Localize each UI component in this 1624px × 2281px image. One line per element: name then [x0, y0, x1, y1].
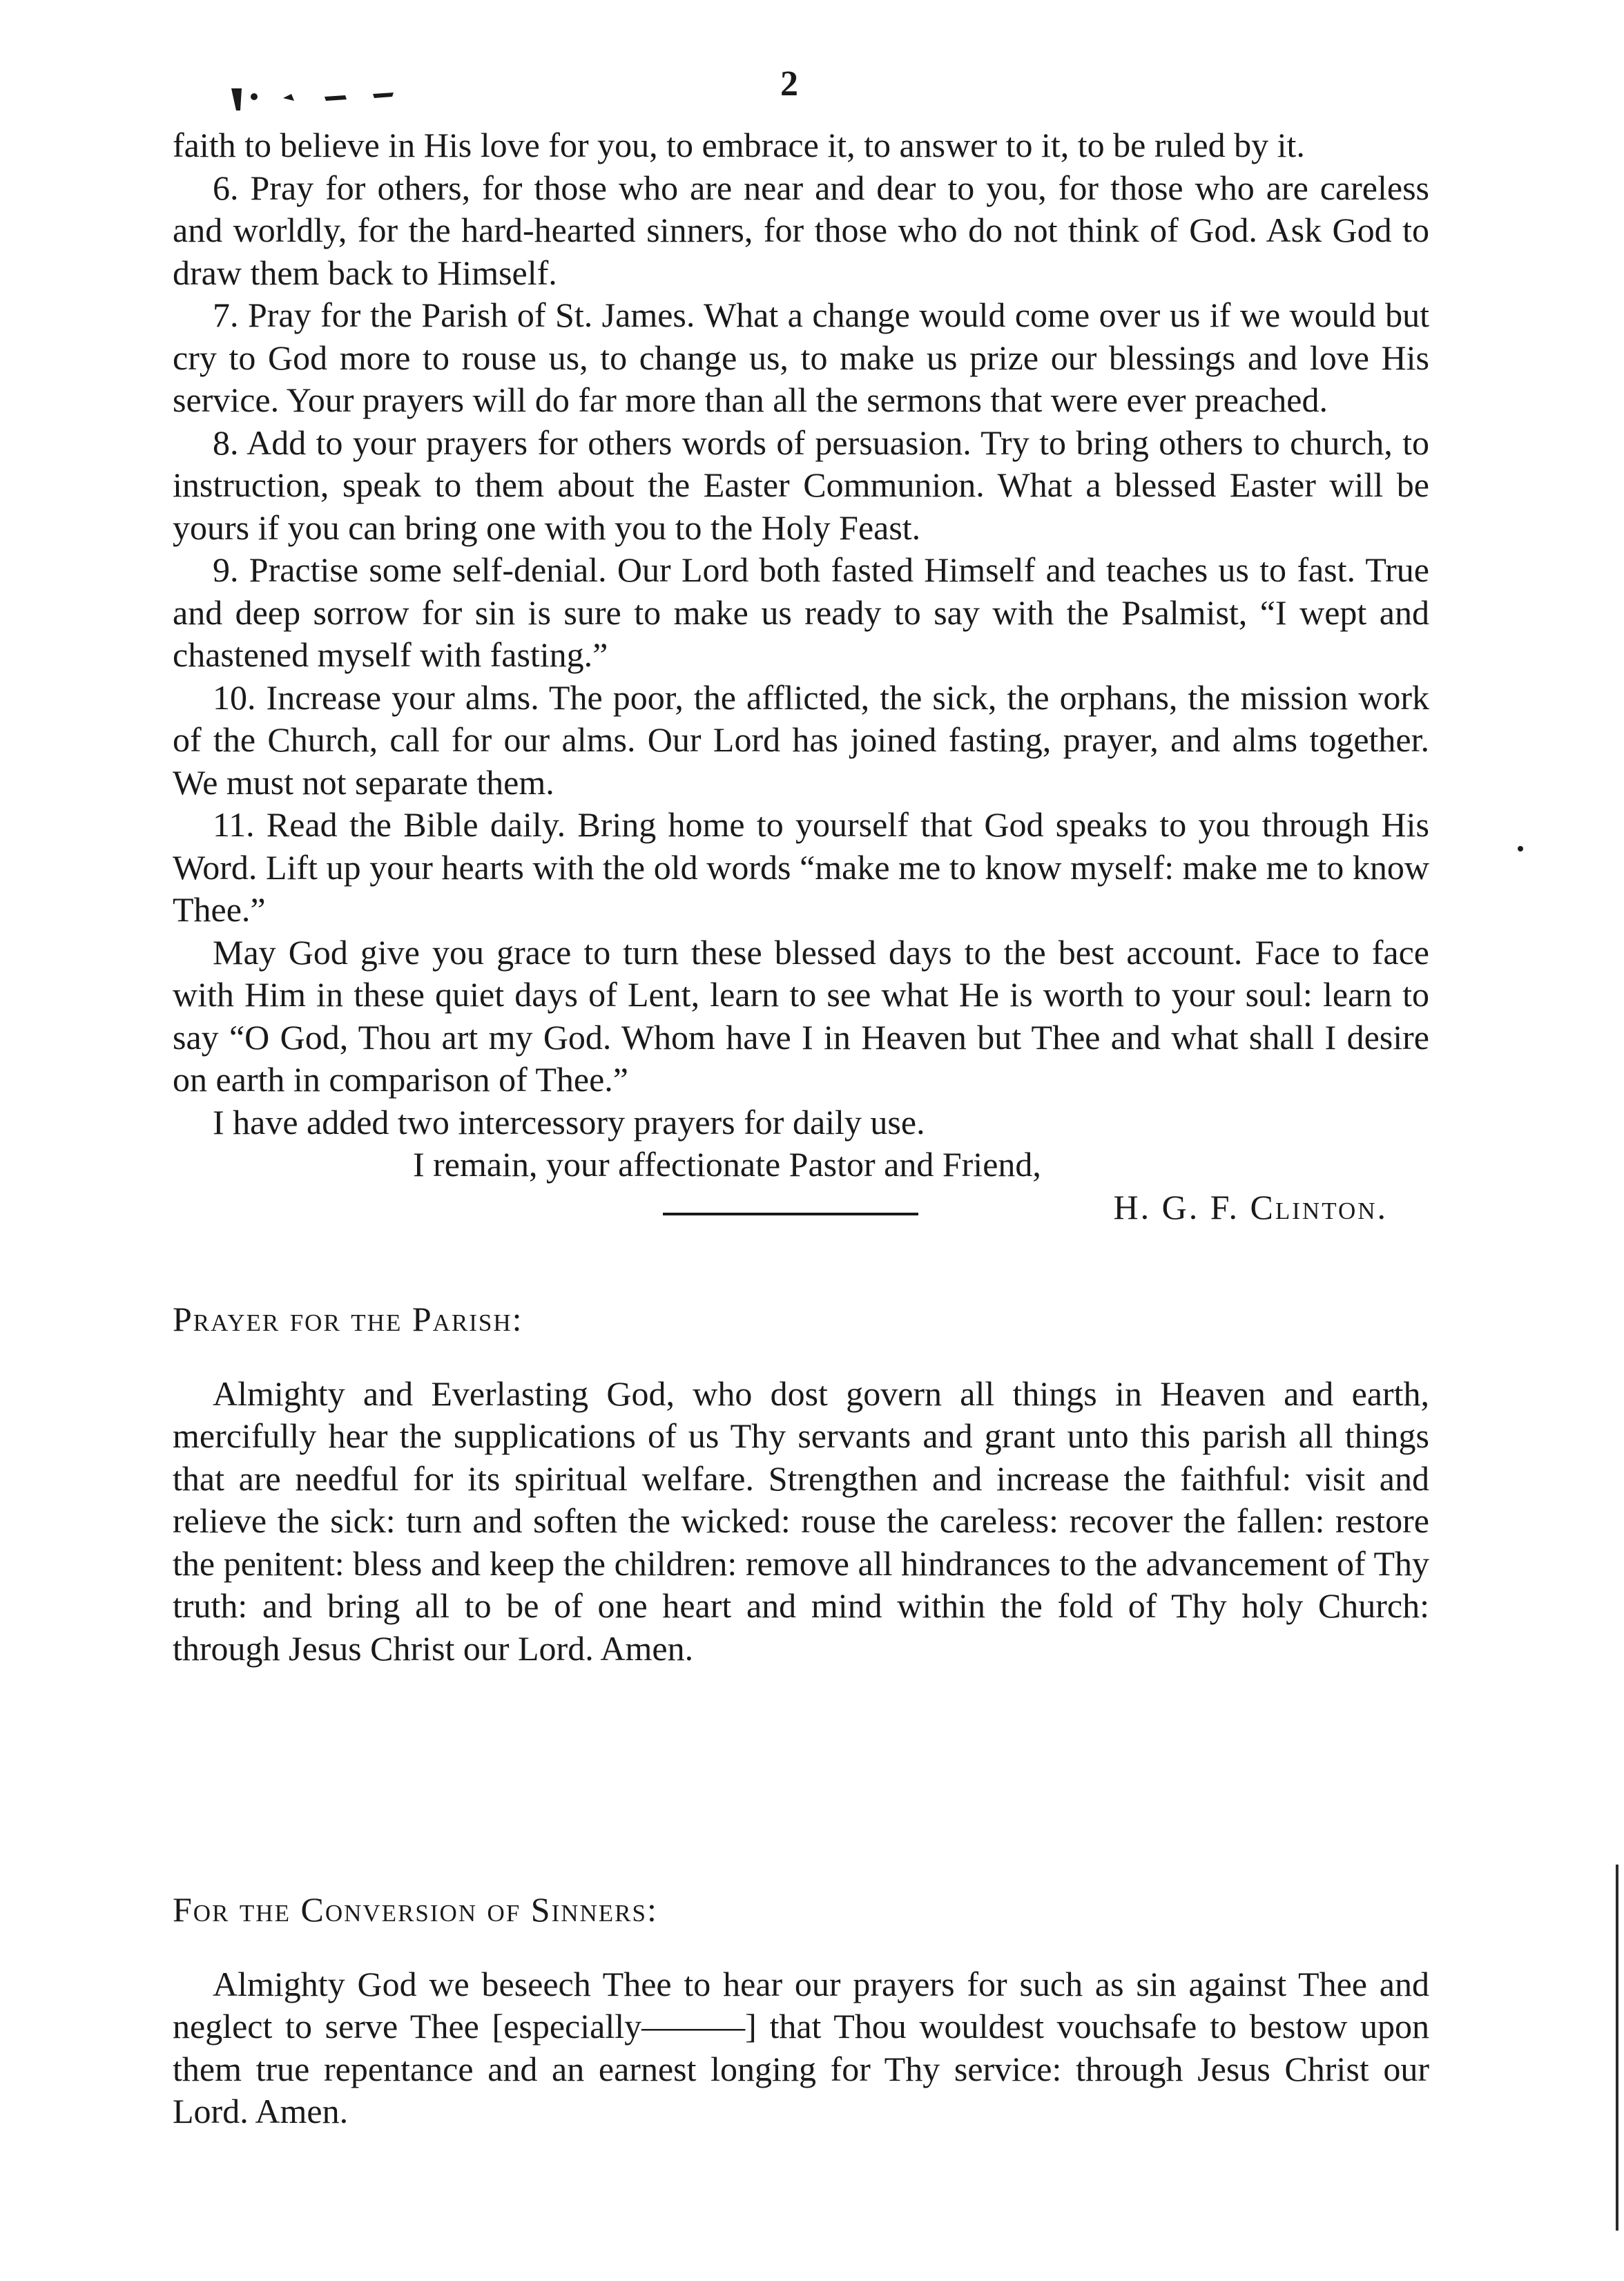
- letter-signature: H. G. F. Clinton.: [1113, 1187, 1388, 1226]
- prayer-for-parish-heading: Prayer for the Parish:: [173, 1300, 523, 1338]
- paragraph-item-9: 9. Practise some self-denial. Our Lord both fasted Himself and teaches us to fast. True and deep sorrow for sin is sure to make us ready to say with the Psalmist, “I wept and chastened myself with fasting.”: [173, 550, 1429, 674]
- prayer-for-parish-text: Almighty and Everlasting God, who dost govern all things in Heaven and earth, mercifully hear the supplications of us Thy servants and grant unto this parish all things that are needful for its spiritual welfare. Strengthen and increase the faithful: visit and relieve the sick: turn and soften the wicked: rouse the careless: recover the fallen: restore the penitent: bless and keep the children: remove all hindrances to the advancement of Thy truth: and bring all to be of one heart and mind within the fold of Thy holy Church: through Jesus Christ our Lord. Amen.: [173, 1374, 1429, 1668]
- prayer-for-parish: [173, 1298, 1429, 1670]
- prayer-for-sinners-text: Almighty God we beseech Thee to hear our prayers for such as sin against Thee and neglect to serve Thee [especially———] that Thou wouldest vouchsafe to bestow upon them true repentance and an earnest longing for Thy service: through Jesus Christ our Lord. Amen.: [173, 1964, 1429, 2130]
- paragraph-prayers-note: I have added two intercessory prayers for daily use.: [213, 1102, 925, 1142]
- page-number: 2: [780, 64, 798, 104]
- paragraph-item-6: 6. Pray for others, for those who are near and dear to you, for those who are careless and worldly, for the hard-hearted sinners, for those who do not think of God. Ask God to draw them back to Himself.: [173, 168, 1429, 292]
- paragraph-item-10: 10. Increase your alms. The poor, the afflicted, the sick, the orphans, the mission work of the Church, call for our alms. Our Lord has joined fasting, prayer, and alms together. We must not separate them.: [173, 677, 1429, 802]
- paragraph-continuation: faith to believe in His love for you, to embrace it, to answer to it, to be ruled by it.: [173, 126, 1305, 164]
- prayer-for-sinners-heading: For the Conversion of Sinners:: [173, 1890, 658, 1929]
- print-smudge-marks: [228, 81, 414, 116]
- section-divider: [663, 1213, 918, 1215]
- letter-closing: I remain, your affectionate Pastor and Friend,: [413, 1145, 1041, 1184]
- prayer-for-sinners: [173, 1889, 1429, 2133]
- paragraph-item-7: 7. Pray for the Parish of St. James. What a change would come over us if we would but cry to God more to rouse us, to change us, to make us prize our blessings and love His service. Your prayers will do far more than all the sermons that were ever preached.: [173, 296, 1429, 419]
- scan-edge-line: [1616, 1865, 1618, 2231]
- margin-speck: [1518, 846, 1523, 851]
- letter-body: [173, 124, 1429, 1229]
- paragraph-item-8: 8. Add to your prayers for others words of persuasion. Try to bring others to church, to instruction, speak to them about the Easter Communion. What a blessed Easter will be yours if you can bring one with you to the Holy Feast.: [173, 423, 1429, 547]
- paragraph-blessing: May God give you grace to turn these blessed days to the best account. Face to face with Him in these quiet days of Lent, learn to see what He is worth to your soul: learn to say “O God, Thou art my God. Whom have I in Heaven but Thee and what shall I desire on earth in comparison of Thee.”: [173, 932, 1429, 1099]
- paragraph-item-11: 11. Read the Bible daily. Bring home to yourself that God speaks to you through His Word. Lift up your hearts with the old words “make me to know myself: make me to know Thee.”: [173, 805, 1429, 929]
